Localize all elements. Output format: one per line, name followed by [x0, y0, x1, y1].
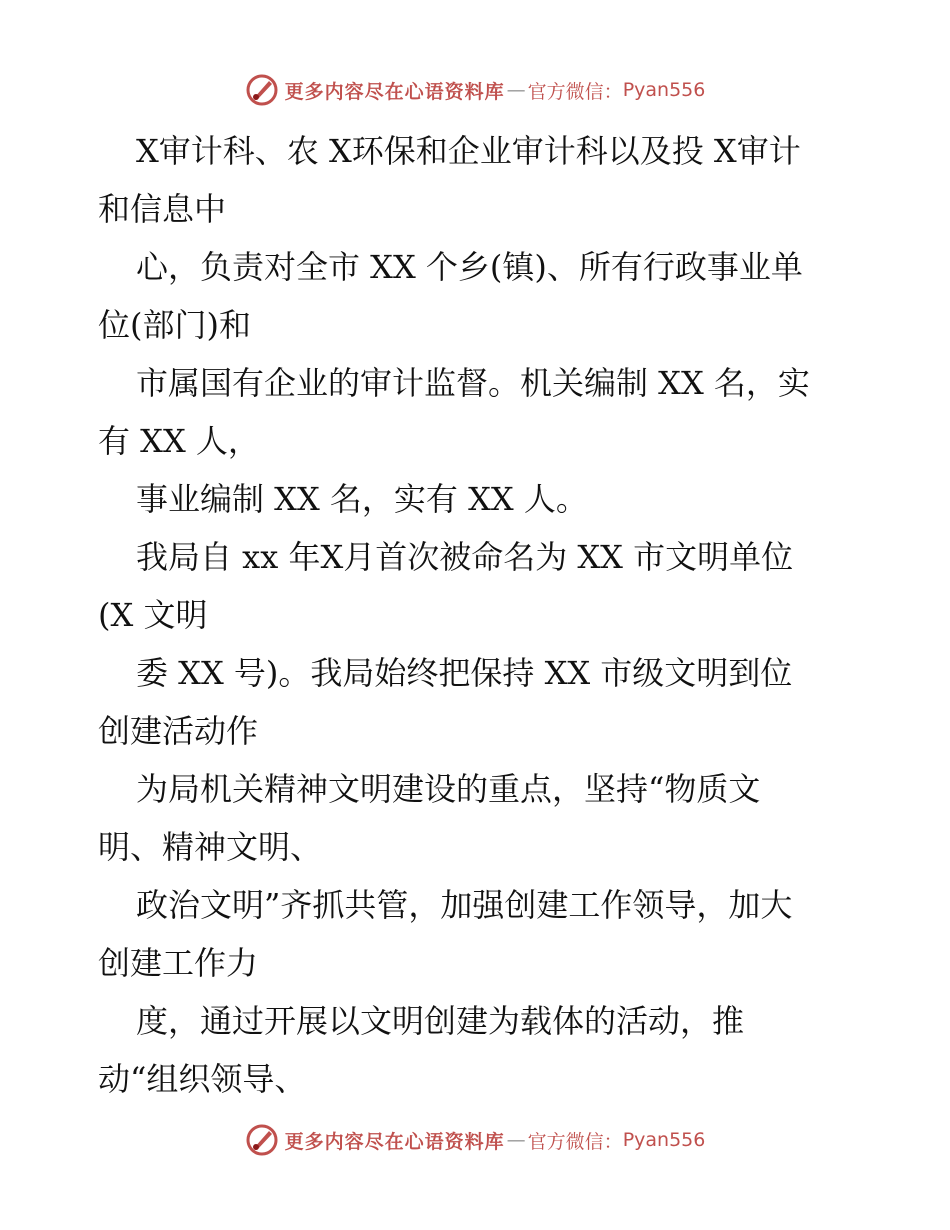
- text-line: 位(部门)和: [98, 306, 251, 344]
- text-line: 动“组织领导、: [98, 1060, 307, 1098]
- quill-pen-icon: [245, 1123, 279, 1157]
- text-line: 度，通过开展以文明创建为载体的活动，推: [136, 1002, 745, 1040]
- text-line: 有 XX 人，: [98, 422, 260, 460]
- watermark-separator: —: [506, 1129, 526, 1151]
- watermark-wechat-id: Pyan556: [622, 79, 706, 101]
- watermark-brand: 更多内容尽在心语资料库: [284, 80, 505, 103]
- watermark-brand: 更多内容尽在心语资料库: [284, 1130, 505, 1153]
- watermark-separator: —: [506, 79, 526, 101]
- text-line: 明、精神文明、: [98, 828, 323, 866]
- watermark-wechat-id: Pyan556: [622, 1129, 706, 1151]
- text-line: 市属国有企业的审计监督。机关编制 XX 名，实: [136, 364, 810, 402]
- text-line: 心，负责对全市 XX 个乡(镇)、所有行政事业单: [136, 248, 803, 286]
- text-line: 创建活动作: [98, 712, 259, 750]
- text-line: 创建工作力: [98, 944, 259, 982]
- document-body: [98, 122, 858, 1108]
- text-line: 政治文明”齐抓共管，加强创建工作领导，加大: [136, 886, 793, 924]
- quill-pen-icon: [245, 73, 279, 107]
- text-line: 和信息中: [98, 190, 227, 228]
- text-line: 我局自 xx 年X月首次被命名为 XX 市文明单位: [136, 538, 794, 576]
- watermark-wechat-label: 官方微信：: [527, 1130, 623, 1153]
- watermark-header: [0, 70, 950, 110]
- text-line: X审计科、农 X环保和企业审计科以及投 X审计: [136, 132, 801, 170]
- text-line: 为局机关精神文明建设的重点，坚持“物质文: [136, 770, 761, 808]
- text-line: 事业编制 XX 名，实有 XX 人。: [136, 480, 588, 518]
- text-line: (X 文明: [98, 596, 208, 634]
- text-line: 委 XX 号)。我局始终把保持 XX 市级文明到位: [136, 654, 793, 692]
- watermark-footer: [0, 1120, 950, 1160]
- watermark-wechat-label: 官方微信：: [527, 80, 623, 103]
